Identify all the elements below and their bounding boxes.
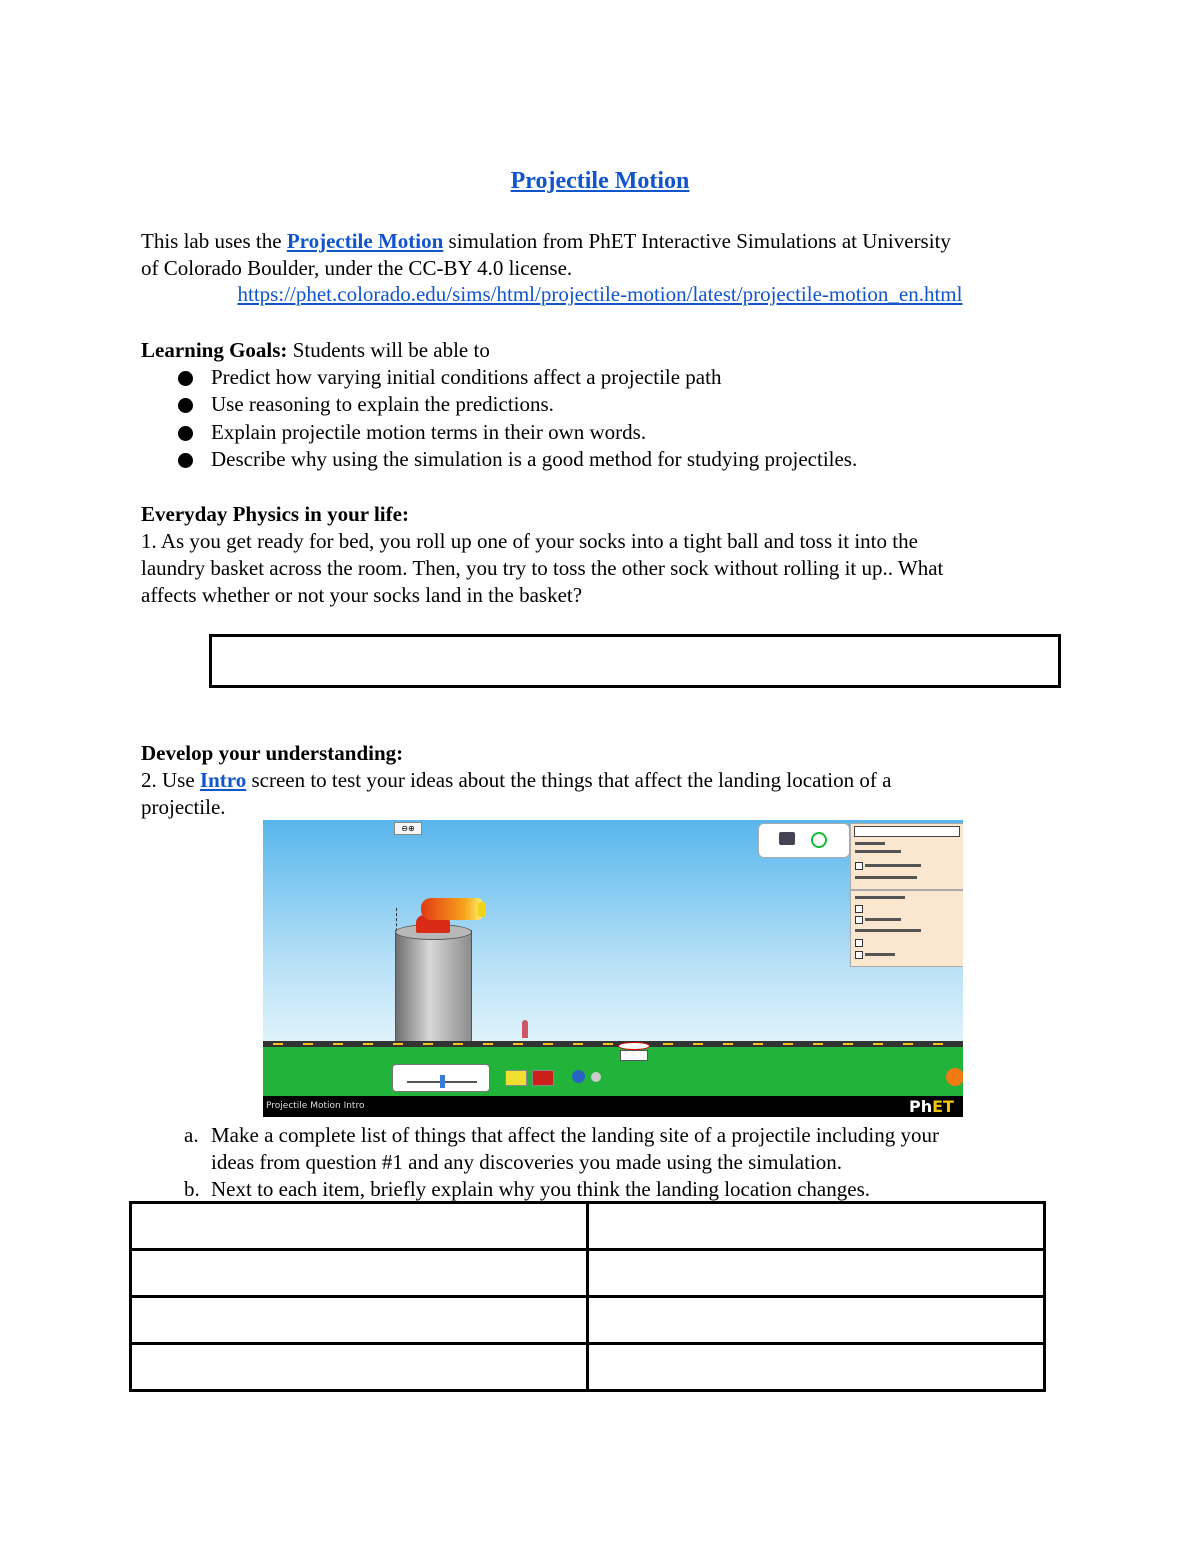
list-item bbox=[178, 364, 857, 391]
bullet-icon bbox=[178, 453, 193, 468]
question-1-line1: 1. As you get ready for bed, you roll up one of your socks into a tight ball and toss it into the bbox=[141, 529, 918, 553]
goal-text: Explain projectile motion terms in their own words. bbox=[211, 419, 647, 444]
learning-goals-heading: Learning Goals: bbox=[141, 338, 288, 362]
phet-logo[interactable] bbox=[909, 1097, 954, 1116]
target-distance-label bbox=[620, 1050, 648, 1061]
question-2-pre: 2. Use bbox=[141, 768, 200, 792]
magnifier-icon[interactable] bbox=[811, 832, 827, 848]
table-row bbox=[131, 1344, 1045, 1391]
intro-text: This lab uses the bbox=[141, 229, 287, 253]
road bbox=[263, 1041, 963, 1047]
panel-line bbox=[865, 918, 901, 921]
navigation-bar bbox=[263, 1096, 963, 1117]
checkbox[interactable] bbox=[855, 951, 863, 959]
goal-text: Predict how varying initial conditions affect a projectile path bbox=[211, 365, 722, 389]
table-cell[interactable] bbox=[131, 1250, 588, 1297]
sim-screen-title: Projectile Motion Intro bbox=[266, 1101, 365, 1111]
list-item bbox=[184, 1176, 1064, 1203]
table-cell[interactable] bbox=[131, 1203, 588, 1250]
table-cell[interactable] bbox=[588, 1344, 1045, 1391]
panel-line bbox=[855, 876, 917, 879]
projectile-panel bbox=[850, 823, 963, 890]
goal-text: Use reasoning to explain the predictions. bbox=[211, 392, 554, 417]
simulation-url-link[interactable]: https://phet.colorado.edu/sims/html/projectile-motion/latest/projectile-motion_en.html bbox=[237, 282, 963, 306]
checkbox[interactable] bbox=[855, 916, 863, 924]
learning-goals bbox=[141, 337, 1071, 364]
list-item bbox=[184, 1122, 1064, 1176]
answer-box-q1[interactable] bbox=[209, 634, 1061, 688]
url-line bbox=[0, 282, 1200, 307]
speed-slider-thumb[interactable] bbox=[440, 1075, 445, 1088]
panel-line bbox=[865, 864, 921, 867]
goal-text: Describe why using the simulation is a good method for studying projectiles. bbox=[211, 446, 858, 471]
panel-line bbox=[855, 850, 901, 853]
vectors-panel bbox=[850, 890, 963, 967]
intro-line2: of Colorado Boulder, under the CC-BY 4.0 license. bbox=[141, 256, 573, 280]
sub-a-line1: Make a complete list of things that affect the landing site of a projectile including your bbox=[211, 1123, 939, 1147]
ground bbox=[263, 1041, 963, 1096]
table-cell[interactable] bbox=[131, 1344, 588, 1391]
table-row bbox=[131, 1203, 1045, 1250]
projectile-dropdown[interactable] bbox=[854, 826, 960, 837]
table-cell[interactable] bbox=[588, 1203, 1045, 1250]
reset-all-button[interactable] bbox=[946, 1068, 963, 1086]
table-row bbox=[131, 1250, 1045, 1297]
fire-button[interactable] bbox=[532, 1070, 554, 1086]
learning-goals-lead: Students will be able to bbox=[287, 338, 490, 362]
simulation-link[interactable]: Projectile Motion bbox=[286, 229, 444, 253]
answer-table bbox=[129, 1201, 1046, 1392]
zoom-controls[interactable]: ⊖⊕ bbox=[394, 822, 422, 835]
intro-paragraph bbox=[141, 228, 1071, 282]
cannon-icon[interactable] bbox=[421, 898, 483, 920]
tape-measure-icon[interactable] bbox=[779, 832, 795, 845]
table-cell[interactable] bbox=[131, 1297, 588, 1344]
bullet-icon bbox=[178, 426, 193, 441]
cannon-muzzle bbox=[478, 902, 486, 917]
person-figure bbox=[522, 1020, 528, 1038]
page-title[interactable]: Projectile Motion bbox=[510, 168, 690, 194]
everyday-physics bbox=[141, 501, 1071, 609]
checkbox[interactable] bbox=[855, 905, 863, 913]
eraser-button[interactable] bbox=[505, 1070, 527, 1086]
everyday-heading: Everyday Physics in your life: bbox=[141, 502, 409, 526]
panel-line bbox=[855, 842, 885, 845]
learning-goals-list bbox=[178, 364, 857, 473]
sub-a-line2: ideas from question #1 and any discoveries you made using the simulation. bbox=[211, 1150, 843, 1174]
logo-et: ET bbox=[932, 1097, 954, 1116]
play-pause-button[interactable] bbox=[572, 1070, 585, 1083]
list-item bbox=[178, 391, 857, 418]
target-icon[interactable] bbox=[618, 1042, 650, 1050]
question-2-subparts bbox=[184, 1122, 1064, 1203]
table-cell[interactable] bbox=[588, 1250, 1045, 1297]
develop-heading: Develop your understanding: bbox=[141, 741, 404, 765]
bullet-icon bbox=[178, 398, 193, 413]
panel-line bbox=[855, 896, 905, 899]
list-marker: b. bbox=[184, 1177, 200, 1201]
list-item bbox=[178, 446, 857, 473]
list-item bbox=[178, 419, 857, 446]
table-row bbox=[131, 1297, 1045, 1344]
intro-link[interactable]: Intro bbox=[199, 768, 247, 792]
step-button[interactable] bbox=[591, 1072, 601, 1082]
table-cell[interactable] bbox=[588, 1297, 1045, 1344]
tools-panel bbox=[758, 823, 850, 858]
question-2-line2: projectile. bbox=[141, 795, 226, 819]
checkbox[interactable] bbox=[855, 862, 863, 870]
logo-ph: Ph bbox=[909, 1097, 933, 1116]
list-marker: a. bbox=[184, 1123, 199, 1147]
cannon-pedestal[interactable] bbox=[395, 930, 472, 1052]
question-1-line3: affects whether or not your socks land in the basket? bbox=[141, 583, 583, 607]
intro-text-cont: simulation from PhET Interactive Simulations at University bbox=[443, 229, 951, 253]
panel-line bbox=[855, 929, 921, 932]
question-1-line2: laundry basket across the room. Then, you try to toss the other sock without rolling it up.. What bbox=[141, 556, 944, 580]
panel-line bbox=[865, 953, 895, 956]
checkbox[interactable] bbox=[855, 939, 863, 947]
initial-speed-control bbox=[392, 1064, 490, 1092]
question-2-post: screen to test your ideas about the things that affect the landing location of a bbox=[246, 768, 892, 792]
sub-b-line1: Next to each item, briefly explain why you think the landing location changes. bbox=[211, 1177, 870, 1201]
bullet-icon bbox=[178, 371, 193, 386]
simulation-screenshot bbox=[263, 820, 963, 1117]
develop-understanding bbox=[141, 740, 1071, 821]
